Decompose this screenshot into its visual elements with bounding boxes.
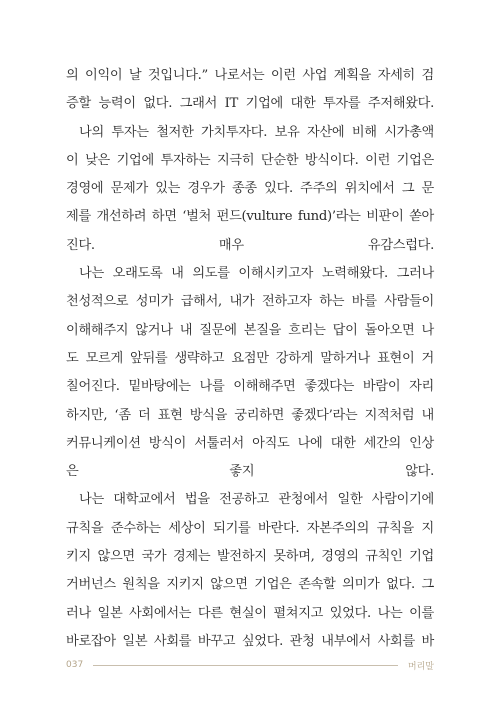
text-line: 경영에 문제가 있는 경우가 종종 있다. 주주의 위치에서 그 문 xyxy=(66,181,434,197)
footer-rule xyxy=(93,665,398,666)
body-text xyxy=(66,62,434,656)
text-line: 이 낮은 기업에 투자하는 지극히 단순한 방식이다. 이런 기업은 xyxy=(66,152,434,168)
text-line: 바로잡아 일본 사회를 바꾸고 싶었다. 관청 내부에서 사회를 바 xyxy=(66,633,434,649)
page-number: 037 xyxy=(66,660,84,670)
running-header: 머리말 xyxy=(407,661,434,672)
text-line: 나는 대학교에서 법을 전공하고 관청에서 일한 사람이기에 xyxy=(79,492,434,508)
page-footer xyxy=(66,658,434,672)
paragraph xyxy=(66,119,434,260)
text-line: 진다. 매우 유감스럽다. xyxy=(66,237,434,253)
text-line: 도 모르게 앞뒤를 생략하고 요점만 강하게 말하거나 표현이 거 xyxy=(66,350,434,366)
text-line: 규칙을 준수하는 세상이 되기를 바란다. 자본주의의 규칙을 지 xyxy=(66,520,434,536)
paragraph xyxy=(66,486,434,656)
text-line: 거버넌스 원칙을 지키지 않으면 기업은 존속할 의미가 없다. 그 xyxy=(66,577,434,593)
text-line: 칠어진다. 밑바탕에는 나를 이해해주면 좋겠다는 바람이 자리 xyxy=(66,379,434,395)
text-line: 나는 오래도록 내 의도를 이해시키고자 노력해왔다. 그러나 xyxy=(79,266,434,282)
text-line: 러나 일본 사회에서는 다른 현실이 펼쳐지고 있었다. 나는 이를 xyxy=(66,605,434,621)
text-line: 키지 않으면 국가 경제는 발전하지 못하며, 경영의 규칙인 기업 xyxy=(66,549,434,565)
text-line: 제를 개선하려 하면 ‘벌처 펀드(vulture fund)’라는 비판이 쏟아 xyxy=(66,209,434,225)
text-line: 이해해주지 않거나 내 질문에 본질을 흐리는 답이 돌아오면 나 xyxy=(66,322,434,338)
text-line: 의 이익이 날 것입니다.” 나로서는 이런 사업 계획을 자세히 검 xyxy=(66,68,434,83)
text-line: 하지만, ‘좀 더 표현 방식을 궁리하면 좋겠다’라는 지적처럼 내 xyxy=(66,407,434,423)
text-line: 커뮤니케이션 방식이 서툴러서 아직도 나에 대한 세간의 인상 xyxy=(66,435,434,451)
text-line: 증할 능력이 없다. 그래서 IT 기업에 대한 투자를 주저해왔다. xyxy=(66,96,434,112)
paragraph xyxy=(66,260,434,486)
text-line: 나의 투자는 철저한 가치투자다. 보유 자산에 비해 시가총액 xyxy=(79,124,434,140)
text-line: 은 좋지 않다. xyxy=(66,464,434,480)
text-line: 천성적으로 성미가 급해서, 내가 전하고자 하는 바를 사람들이 xyxy=(66,294,434,310)
paragraph xyxy=(66,62,434,119)
